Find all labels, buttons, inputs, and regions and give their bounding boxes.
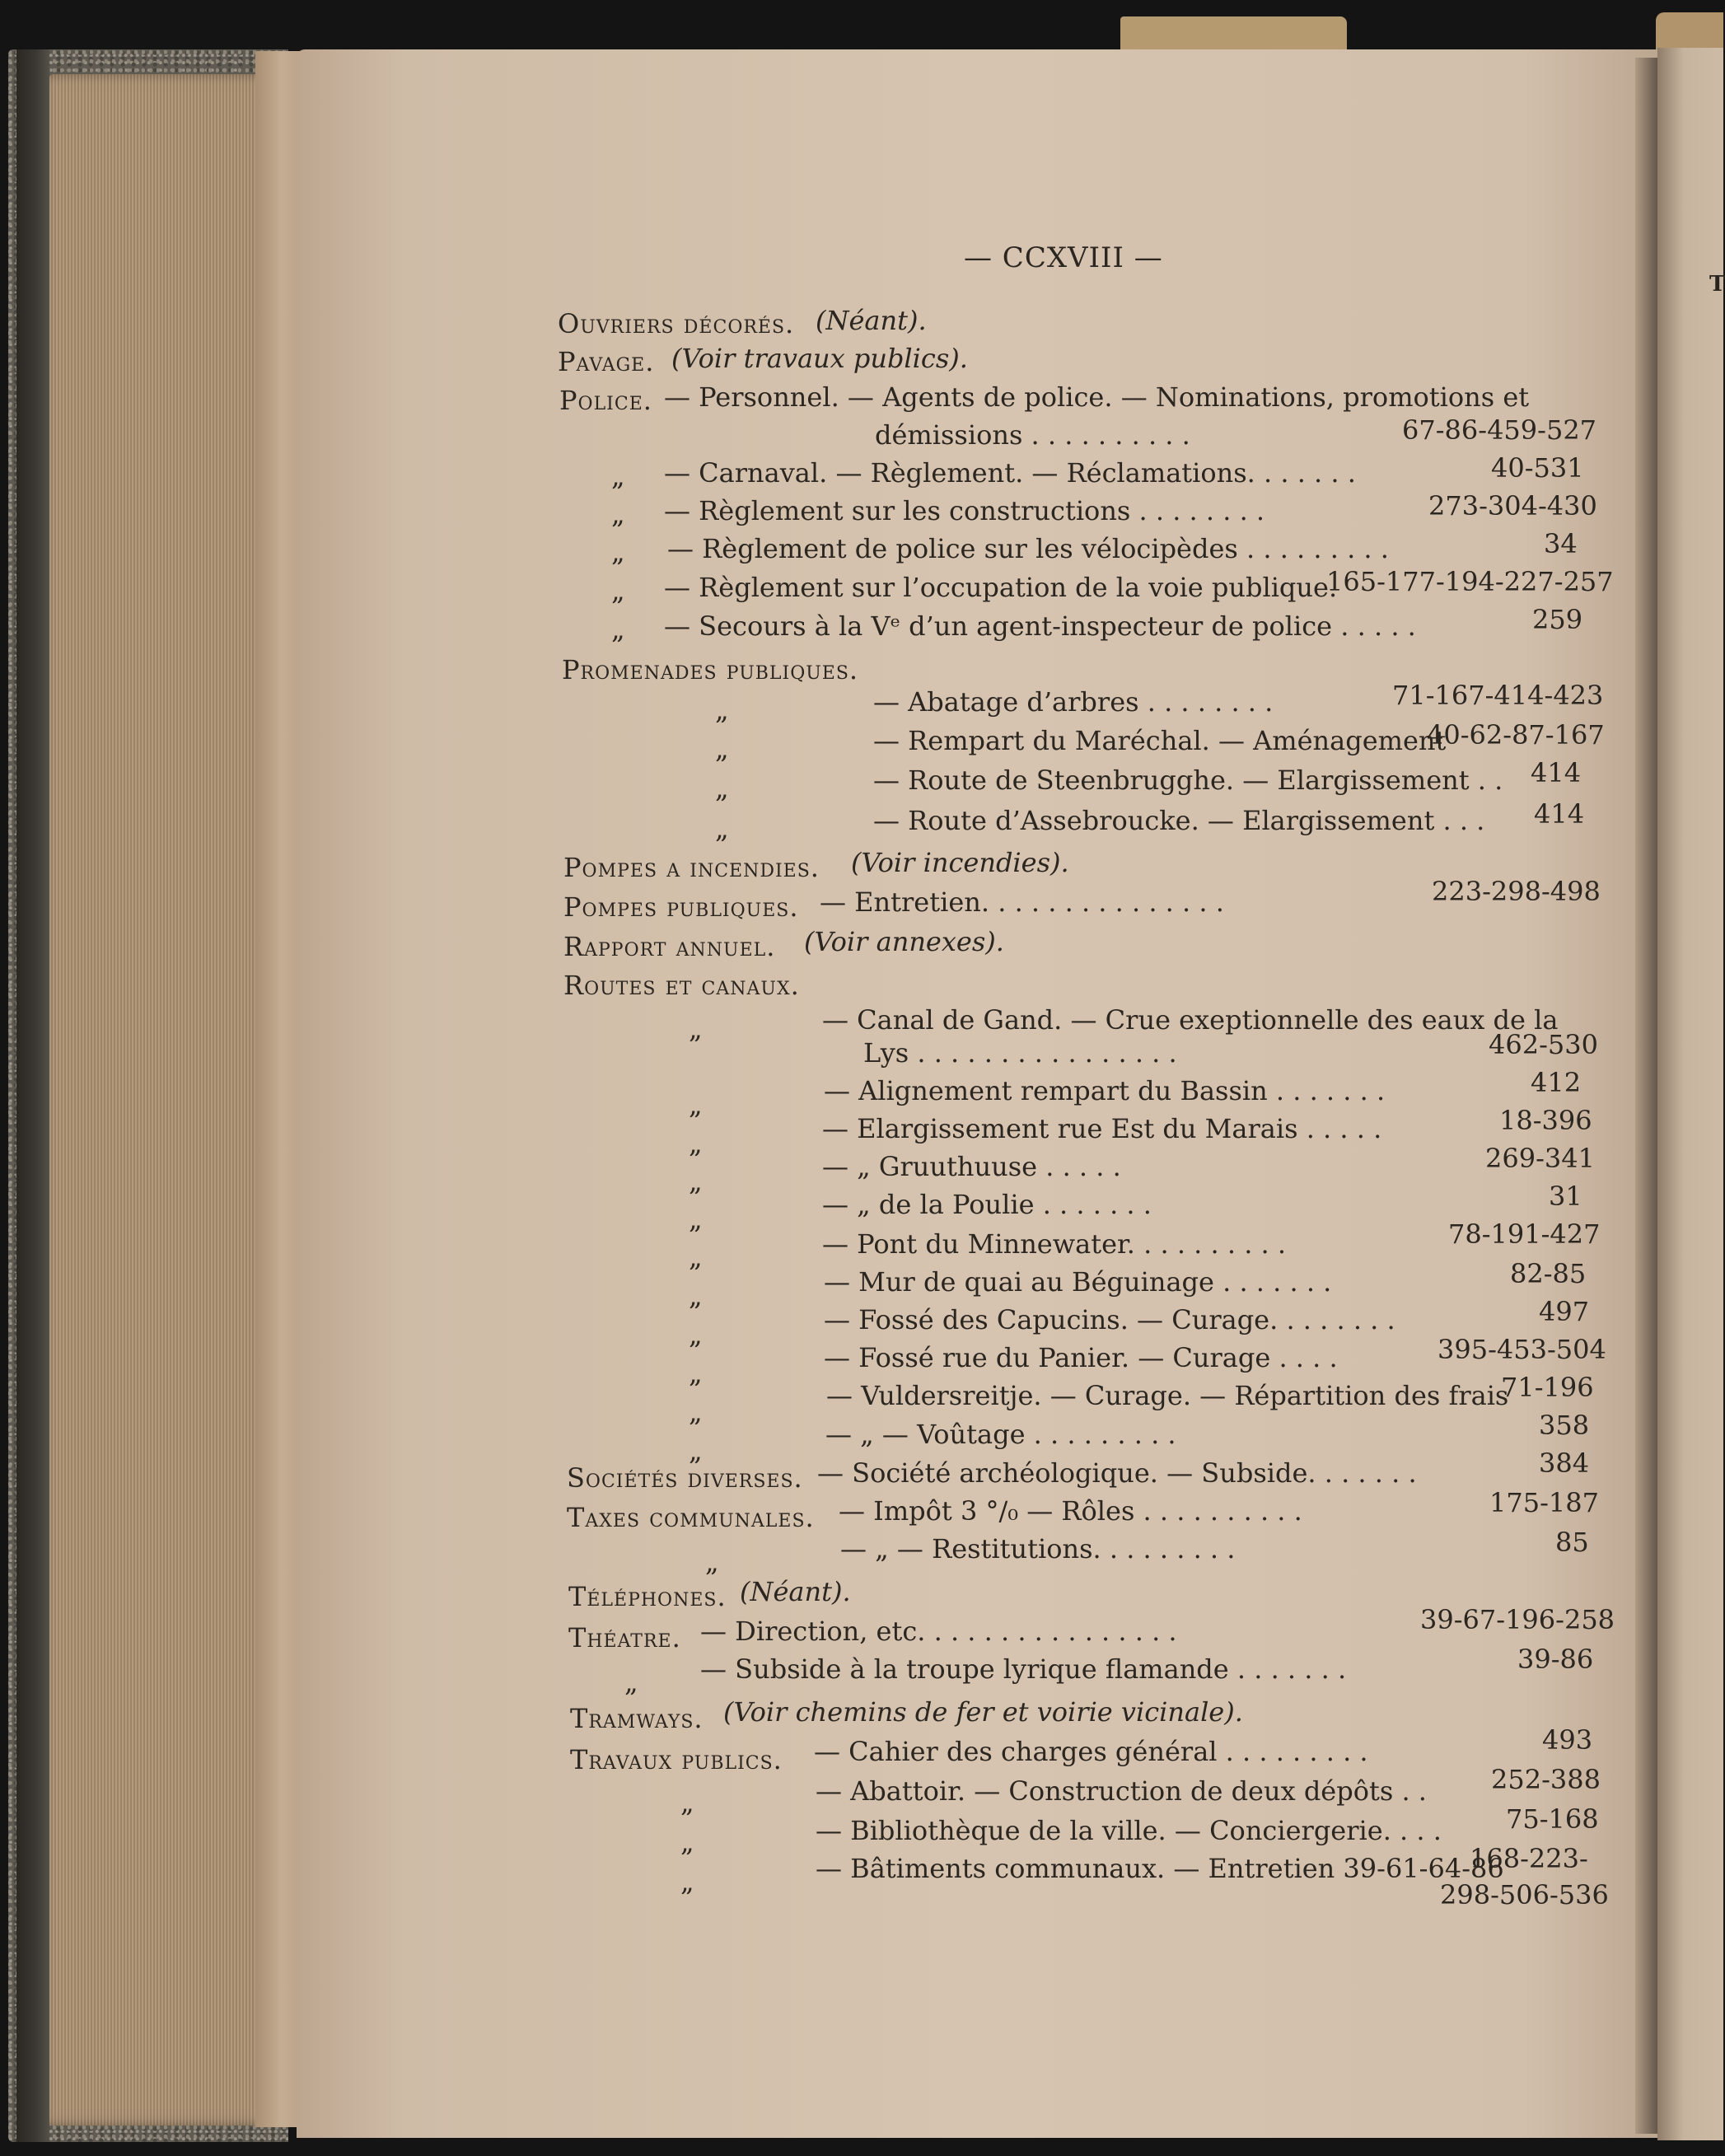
entry-text: — Règlement de police sur les vélocipèdes . . . . . . . . .	[667, 533, 1389, 564]
entry-pages: 414	[1531, 757, 1582, 788]
entry-text: — Subside à la troupe lyrique flamande . . . . . . .	[700, 1653, 1347, 1685]
entry-pages: 259	[1532, 604, 1583, 635]
facing-page-letter: T	[1709, 272, 1725, 297]
entry-note: (Néant).	[740, 1576, 851, 1607]
entry-text: — Personnel. — Agents de police. — Nominations, promotions et	[664, 381, 1530, 413]
ditto-mark: „	[715, 813, 729, 844]
entry-text: — Carnaval. — Règlement. — Réclamations. . . . . . .	[664, 457, 1356, 489]
ditto-mark: „	[611, 575, 625, 606]
entry-head: Taxes communales.	[567, 1502, 815, 1533]
ditto-mark: „	[689, 1358, 703, 1389]
entry-pages: 34	[1544, 528, 1578, 559]
entry-note: (Néant).	[816, 305, 927, 336]
entry-text: — Société archéologique. — Subside. . . . . . .	[817, 1457, 1417, 1489]
entry-text: — Secours à la Vᵉ d’un agent-inspecteur de police . . . . .	[664, 610, 1416, 642]
ditto-mark: „	[689, 1013, 703, 1045]
ditto-mark: „	[611, 461, 625, 492]
entry-pages: 358	[1539, 1410, 1590, 1441]
entry-text: — „ de la Poulie . . . . . . .	[822, 1189, 1152, 1220]
entry-text: — Règlement sur l’occupation de la voie publique.	[664, 572, 1338, 603]
entry-text: — „ — Restitutions. . . . . . . . .	[840, 1533, 1236, 1564]
entry-head: Police.	[559, 385, 652, 416]
entry-pages: 67-86-459-527	[1402, 414, 1597, 446]
entry-text: — Rempart du Maréchal. — Aménagement	[873, 725, 1447, 756]
entry-text: — Elargissement rue Est du Marais . . . . .	[822, 1113, 1382, 1144]
ditto-mark: „	[689, 1280, 703, 1312]
ditto-mark: „	[624, 1667, 638, 1698]
ditto-mark: „	[689, 1319, 703, 1350]
entry-text: — Pont du Minnewater. . . . . . . . . .	[822, 1228, 1287, 1260]
entry-head: Pavage.	[558, 346, 655, 377]
entry-head: Théatre.	[568, 1622, 681, 1653]
entry-text: — Règlement sur les constructions . . . . . . . .	[664, 495, 1265, 526]
entry-pages: 39-86	[1517, 1644, 1594, 1675]
entry-note: (Voir travaux publics).	[671, 343, 968, 374]
entry-head: Pompes a incendies.	[563, 852, 820, 883]
entry-pages: 39-67-196-258	[1420, 1604, 1615, 1635]
entry-text: — Canal de Gand. — Crue exeptionnelle des eaux de la	[822, 1004, 1559, 1036]
entry-text: — Entretien. . . . . . . . . . . . . . .	[820, 886, 1224, 918]
ditto-mark: „	[680, 1826, 694, 1858]
entry-text: — Abatage d’arbres . . . . . . . .	[873, 686, 1274, 718]
ditto-mark: „	[689, 1166, 703, 1197]
entry-head: Promenades publiques.	[562, 654, 859, 685]
entry-head: Tramways.	[570, 1703, 704, 1734]
entry-text: Lys . . . . . . . . . . . . . . . .	[863, 1037, 1177, 1069]
entry-pages: 414	[1534, 798, 1585, 830]
entry-pages: 175-187	[1489, 1487, 1599, 1518]
entry-pages: 71-196	[1501, 1372, 1594, 1403]
ditto-mark: „	[705, 1546, 719, 1578]
entry-pages: 269-341	[1485, 1143, 1595, 1174]
ditto-mark: „	[689, 1435, 703, 1466]
entry-pages: 168-223-	[1470, 1843, 1588, 1874]
entry-pages: 298-506-536	[1440, 1879, 1609, 1910]
ditto-mark: „	[680, 1787, 694, 1818]
entry-pages: 75-168	[1506, 1803, 1599, 1835]
entry-text: — Impôt 3 °/₀ — Rôles . . . . . . . . . .	[839, 1495, 1302, 1527]
entry-pages: 82-85	[1510, 1258, 1587, 1289]
entry-pages: 18-396	[1499, 1105, 1592, 1136]
ditto-mark: „	[611, 614, 625, 645]
entry-text: — „ Gruuthuuse . . . . .	[822, 1151, 1121, 1182]
entry-text: — Route d’Assebroucke. — Elargissement . . .	[873, 805, 1485, 836]
entry-pages: 252-388	[1491, 1764, 1601, 1795]
ditto-mark: „	[715, 773, 729, 804]
entry-text: — Abattoir. — Construction de deux dépôts . .	[816, 1775, 1427, 1807]
entry-head: Sociétés diverses.	[567, 1462, 803, 1494]
page-number: — CCXVIII —	[964, 241, 1163, 274]
entry-head: Routes et canaux.	[563, 970, 800, 1001]
page-block-edges	[49, 74, 272, 2126]
entry-pages: 412	[1531, 1067, 1582, 1098]
ditto-mark: „	[689, 1204, 703, 1235]
entry-pages: 31	[1549, 1181, 1582, 1212]
entry-head: Pompes publiques.	[563, 891, 799, 923]
entry-pages: 462-530	[1489, 1029, 1598, 1060]
entry-text: — Alignement rempart du Bassin . . . . . . .	[824, 1075, 1386, 1106]
facing-page	[1657, 48, 1723, 2140]
entry-head: Ouvriers décorés.	[558, 308, 795, 339]
entry-text: — Bâtiments communaux. — Entretien 39-61-64-86	[816, 1853, 1504, 1884]
entry-pages: 78-191-427	[1448, 1218, 1601, 1250]
entry-text: démissions . . . . . . . . . .	[875, 419, 1190, 451]
entry-text: — Direction, etc. . . . . . . . . . . . . . . .	[700, 1616, 1177, 1647]
entry-pages: 40-531	[1491, 452, 1584, 484]
ditto-mark: „	[689, 1396, 703, 1428]
ditto-mark: „	[689, 1128, 703, 1159]
entry-pages: 85	[1555, 1527, 1589, 1558]
ditto-mark: „	[715, 733, 729, 765]
entry-text: — Vuldersreitje. — Curage. — Répartition des frais	[826, 1380, 1509, 1411]
entry-text: — Mur de quai au Béguinage . . . . . . .	[824, 1266, 1332, 1298]
entry-pages: 40-62-87-167	[1427, 719, 1605, 751]
entry-pages: 165-177-194-227-257	[1326, 566, 1614, 597]
entry-text: — Cahier des charges général . . . . . . . . .	[814, 1736, 1368, 1767]
entry-text: — Fossé des Capucins. — Curage. . . . . . . .	[824, 1304, 1395, 1335]
entry-text: — Route de Steenbrugghe. — Elargissement . .	[873, 765, 1503, 796]
entry-head: Téléphones.	[568, 1581, 727, 1612]
entry-pages: 395-453-504	[1438, 1334, 1606, 1365]
ditto-mark: „	[680, 1866, 694, 1897]
entry-text: — „ — Voûtage . . . . . . . . .	[825, 1419, 1176, 1450]
entry-note: (Voir incendies).	[851, 847, 1069, 878]
entry-head: Travaux publics.	[570, 1744, 783, 1775]
ditto-mark: „	[689, 1242, 703, 1273]
entry-pages: 497	[1539, 1296, 1590, 1327]
entry-head: Rapport annuel.	[563, 931, 776, 962]
entry-note: (Voir annexes).	[804, 926, 1004, 957]
ditto-mark: „	[689, 1089, 703, 1120]
ditto-mark: „	[611, 498, 625, 530]
entry-pages: 493	[1542, 1724, 1593, 1756]
entry-note: (Voir chemins de fer et voirie vicinale).	[723, 1696, 1243, 1728]
book-gutter	[1635, 58, 1660, 2134]
ditto-mark: „	[611, 536, 625, 568]
entry-pages: 71-167-414-423	[1392, 680, 1604, 711]
entry-pages: 273-304-430	[1428, 490, 1597, 521]
ditto-mark: „	[715, 695, 729, 726]
entry-text: — Bibliothèque de la ville. — Conciergerie. . . .	[816, 1815, 1442, 1846]
entry-pages: 384	[1539, 1447, 1590, 1479]
entry-text: — Fossé rue du Panier. — Curage . . . .	[824, 1342, 1338, 1373]
book-spine	[16, 49, 49, 2142]
entry-pages: 223-298-498	[1432, 876, 1601, 907]
